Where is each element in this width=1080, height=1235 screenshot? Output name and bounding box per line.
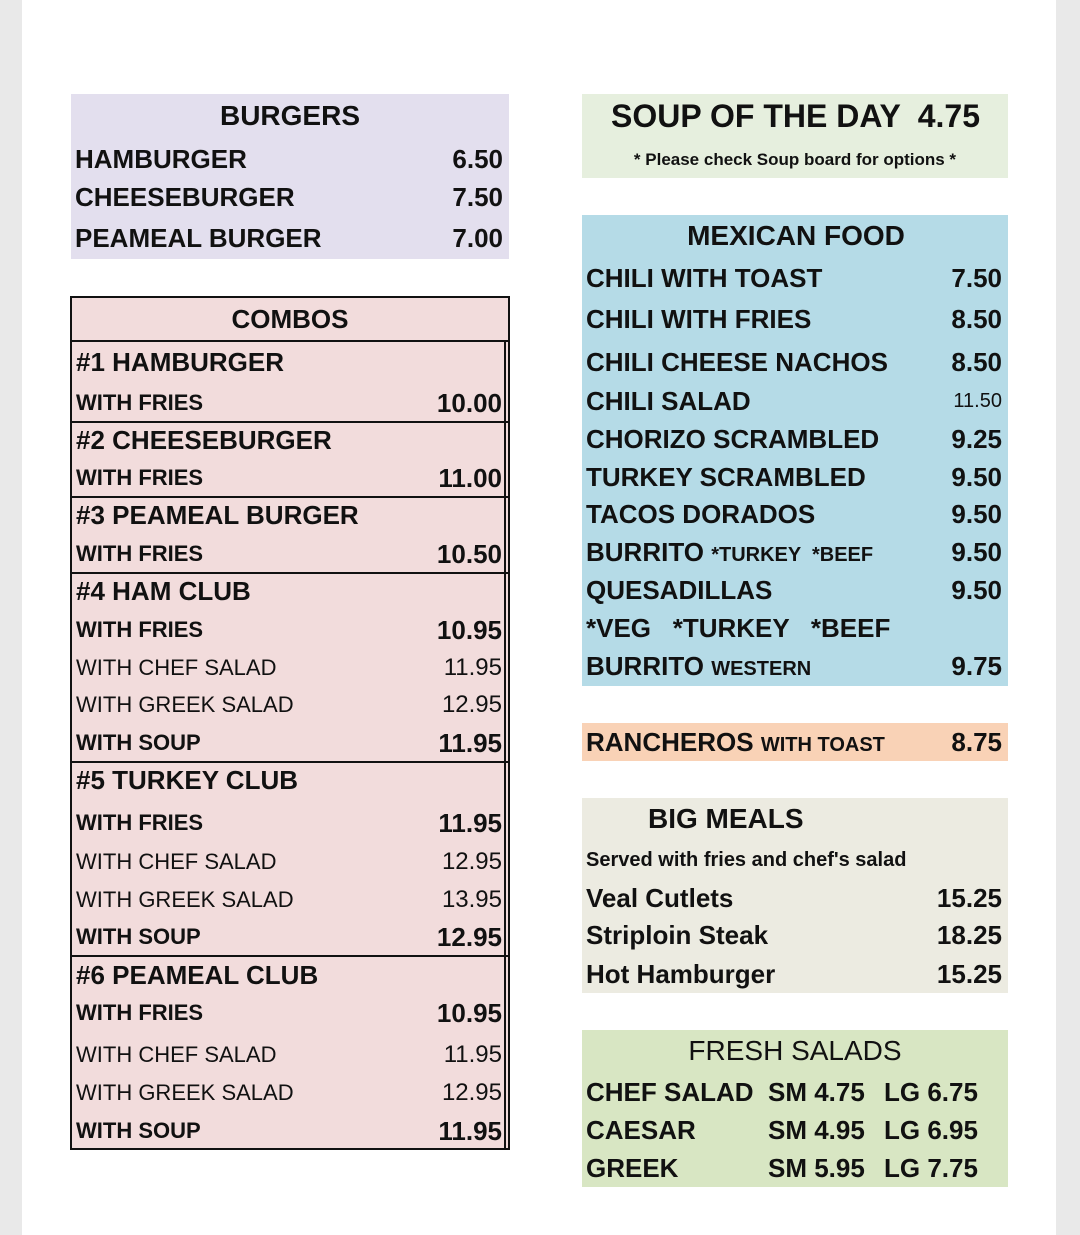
option-name: WITH GREEK SALAD [76, 887, 294, 912]
menu-item [582, 420, 1008, 458]
item-price: 7.00 [452, 223, 503, 253]
option-name: WITH CHEF SALAD [76, 849, 277, 874]
option-name: WITH SOUP [76, 924, 201, 949]
option-name: WITH FRIES [76, 541, 204, 566]
combo-title: #2 CHEESEBURGER [76, 425, 332, 455]
small-price: SM 4.75 [768, 1077, 865, 1107]
combo-option [72, 918, 508, 956]
combo-option [72, 535, 508, 573]
option-price: 13.95 [441, 886, 502, 913]
option-price: 12.95 [441, 1079, 502, 1106]
large-price: LG 6.75 [884, 1077, 978, 1107]
menu-item [71, 180, 509, 214]
salads-title: FRESH SALADS [688, 1035, 902, 1066]
soup-title: SOUP OF THE DAY [611, 98, 901, 134]
large-price: LG 7.75 [884, 1153, 978, 1183]
item-price: 6.50 [452, 144, 503, 174]
option-price: 10.95 [436, 998, 502, 1028]
menu-item [71, 221, 509, 255]
item-price: 9.75 [951, 651, 1002, 681]
menu-item [582, 723, 1008, 761]
combo-option [72, 881, 508, 919]
soup-note: * Please check Soup board for options * [633, 150, 957, 169]
option-name: WITH FRIES [76, 810, 204, 835]
combo-title: #1 HAMBURGER [76, 347, 285, 377]
combos-title: COMBOS [231, 304, 349, 334]
option-name: WITH FRIES [76, 1000, 204, 1025]
combo-option [72, 1074, 508, 1112]
combo-name [72, 572, 508, 610]
option-price: 10.00 [436, 388, 502, 418]
big-meals-note: Served with fries and chef's salad [586, 849, 907, 871]
menu-item [582, 571, 1008, 609]
option-price: 11.95 [438, 1116, 502, 1146]
item-name: BURRITO [586, 651, 704, 681]
option-name: WITH SOUP [76, 1118, 201, 1143]
big-meals-title: BIG MEALS [648, 803, 804, 834]
rancheros-section [582, 723, 1008, 761]
divider [72, 340, 508, 342]
item-name: CHILI CHEESE NACHOS [586, 347, 888, 377]
item-price: 9.50 [951, 537, 1002, 567]
combo-option [72, 459, 508, 497]
option-price: 11.95 [443, 1041, 502, 1068]
combo-option [72, 384, 508, 422]
salad-item [582, 1111, 1008, 1149]
item-name: RANCHEROS [586, 727, 754, 757]
menu-item [582, 382, 1008, 420]
menu-item-options [582, 609, 1008, 647]
combo-name [72, 761, 508, 799]
item-price: 15.25 [936, 883, 1002, 913]
combo-option [72, 649, 508, 687]
item-price: 9.50 [951, 462, 1002, 492]
soup-price: 4.75 [917, 98, 980, 134]
combo-option [72, 724, 508, 762]
item-name: CHORIZO SCRAMBLED [586, 424, 880, 454]
item-suffix: WITH TOAST [760, 734, 885, 756]
combo-title: #3 PEAMEAL BURGER [76, 500, 359, 530]
salad-name: CHEF SALAD [586, 1077, 754, 1107]
item-price: 8.50 [951, 347, 1002, 377]
menu-item [582, 495, 1008, 533]
item-name: CHILI SALAD [586, 386, 751, 416]
option-name: WITH FRIES [76, 390, 204, 415]
option-price: 11.95 [438, 808, 502, 838]
menu-item [582, 259, 1008, 297]
option-name: WITH FRIES [76, 465, 204, 490]
item-suffix: WESTERN [711, 658, 812, 680]
menu-item [582, 533, 1008, 571]
combos-section [70, 296, 510, 1150]
menu-item [582, 879, 1008, 917]
option-name: WITH SOUP [76, 730, 201, 755]
item-price: 7.50 [951, 263, 1002, 293]
item-price: 7.50 [452, 182, 503, 212]
menu-item [582, 343, 1008, 381]
salad-name: CAESAR [586, 1115, 696, 1145]
item-name: TURKEY SCRAMBLED [586, 462, 866, 492]
option-price: 12.95 [441, 848, 502, 875]
option-price: 12.95 [436, 922, 502, 952]
item-name: Hot Hamburger [586, 959, 776, 989]
burgers-title: BURGERS [219, 100, 360, 131]
combo-name [72, 421, 508, 459]
combo-title: #6 PEAMEAL CLUB [76, 960, 319, 990]
combo-name [72, 496, 508, 534]
mexican-title: MEXICAN FOOD [687, 220, 905, 251]
item-name: TACOS DORADOS [586, 499, 816, 529]
combo-option [72, 611, 508, 649]
item-name: BURRITO [586, 537, 704, 567]
menu-item [71, 142, 509, 176]
menu-item [582, 916, 1008, 954]
item-price: 8.75 [951, 727, 1002, 757]
combo-option [72, 804, 508, 842]
combo-option [72, 1112, 508, 1150]
item-options: *VEG *TURKEY *BEEF [586, 613, 891, 643]
option-price: 11.00 [438, 463, 502, 493]
option-price: 11.95 [443, 654, 502, 681]
option-name: WITH FRIES [76, 617, 204, 642]
option-name: WITH GREEK SALAD [76, 1080, 294, 1105]
combo-name [72, 956, 508, 994]
item-name: HAMBURGER [75, 144, 247, 174]
combo-option [72, 843, 508, 881]
item-name: QUESADILLAS [586, 575, 773, 605]
item-price: 18.25 [936, 920, 1002, 950]
fresh-salads-section [582, 1030, 1008, 1187]
option-price: 10.95 [436, 615, 502, 645]
combo-title: #5 TURKEY CLUB [76, 765, 299, 795]
salad-item [582, 1073, 1008, 1111]
big-meals-section [582, 798, 1008, 993]
menu-item [582, 647, 1008, 685]
item-name-wrap [586, 533, 873, 574]
item-options: *TURKEY *BEEF [711, 544, 874, 566]
option-name: WITH CHEF SALAD [76, 655, 277, 680]
item-price: 15.25 [936, 959, 1002, 989]
option-name: WITH GREEK SALAD [76, 692, 294, 717]
salad-name: GREEK [586, 1153, 679, 1183]
item-name-wrap [586, 647, 811, 688]
soup-section [582, 94, 1008, 178]
combo-name [72, 343, 508, 381]
menu-item [582, 458, 1008, 496]
combo-title: #4 HAM CLUB [76, 576, 251, 606]
small-price: SM 4.95 [768, 1115, 865, 1145]
burgers-section [71, 94, 509, 259]
item-name-wrap [586, 723, 885, 764]
item-name: CHEESEBURGER [75, 182, 295, 212]
mexican-section [582, 215, 1008, 686]
item-name: Striploin Steak [586, 920, 769, 950]
option-price: 10.50 [436, 539, 502, 569]
option-price: 11.95 [438, 728, 502, 758]
item-name: CHILI WITH TOAST [586, 263, 823, 293]
small-price: SM 5.95 [768, 1153, 865, 1183]
item-name: CHILI WITH FRIES [586, 304, 812, 334]
combo-option [72, 994, 508, 1032]
salad-item [582, 1149, 1008, 1187]
large-price: LG 6.95 [884, 1115, 978, 1145]
item-name: Veal Cutlets [586, 883, 734, 913]
menu-item [582, 300, 1008, 338]
combo-option [72, 686, 508, 724]
item-price: 9.50 [951, 499, 1002, 529]
combo-option [72, 1036, 508, 1074]
option-name: WITH CHEF SALAD [76, 1042, 277, 1067]
item-price: 11.50 [953, 390, 1002, 412]
item-price: 9.50 [951, 575, 1002, 605]
menu-item [582, 955, 1008, 993]
item-name: PEAMEAL BURGER [75, 223, 322, 253]
item-price: 8.50 [951, 304, 1002, 334]
option-price: 12.95 [441, 691, 502, 718]
item-price: 9.25 [951, 424, 1002, 454]
